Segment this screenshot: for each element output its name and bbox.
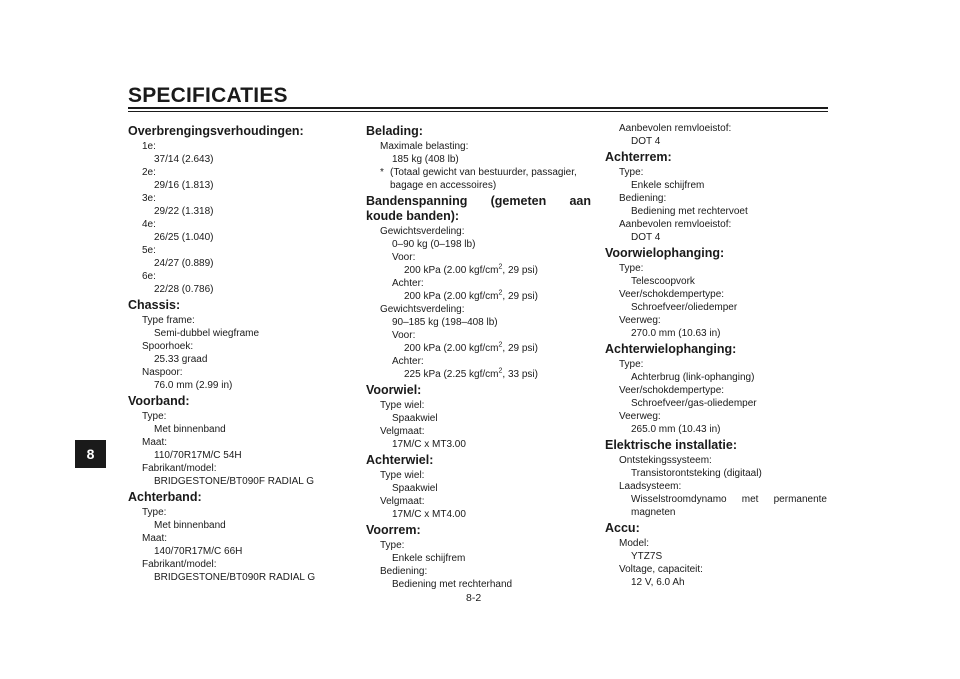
front-susp-type-value: Telescoopvork: [631, 276, 695, 287]
front-tire-maker-value: BRIDGESTONE/BT090F RADIAL G: [154, 476, 315, 487]
trail-value: 76.0 mm (2.99 in): [154, 380, 233, 391]
gear-label: 3e:: [142, 193, 156, 204]
front-suspension-heading: Voorwielophanging:: [605, 246, 725, 260]
pressure-sup: 2: [498, 341, 503, 349]
front-brake-type-value: Enkele schijfrem: [392, 553, 466, 564]
rear-brake-heading: Achterrem:: [605, 150, 672, 164]
front-susp-type-label: Type:: [619, 263, 644, 274]
rear-wheel-type-value: Spaakwiel: [392, 483, 438, 494]
column-3: [605, 122, 827, 589]
rear-wheel-rim-value: 17M/C x MT4.00: [392, 509, 466, 520]
gear-label: 4e:: [142, 219, 156, 230]
load1-front-pressure: [366, 264, 591, 277]
front-wheel-heading: Voorwiel:: [366, 383, 422, 397]
title-rule-thin: [128, 111, 828, 112]
front-tire-heading: Voorband:: [128, 394, 190, 408]
charging-label: Laadsysteem:: [619, 481, 682, 492]
gear-label: 5e:: [142, 245, 156, 256]
rear-tire-maker-value: BRIDGESTONE/BT090R RADIAL G: [154, 572, 316, 583]
rear-tire-type-label: Type:: [142, 507, 167, 518]
rear-wheel-heading: Achterwiel:: [366, 453, 434, 467]
load1-label: Gewichtsverdeling:: [380, 226, 465, 237]
gear-value: 37/14 (2.643): [154, 154, 214, 165]
battery-model-label: Model:: [619, 538, 650, 549]
load2-rear-label: Achter:: [392, 356, 424, 367]
gear-value: 24/27 (0.889): [154, 258, 214, 269]
rear-brake-fluid-label: Aanbevolen remvloeistof:: [619, 219, 732, 230]
rear-susp-spring-value: Schroefveer/gas-oliedemper: [631, 398, 757, 409]
rear-brake-op-label: Bediening:: [619, 193, 667, 204]
front-tire-type-value: Met binnenband: [154, 424, 226, 435]
note-asterisk: *: [380, 167, 384, 178]
rear-tire-type-value: Met binnenband: [154, 520, 226, 531]
load2-rear-pressure: [366, 368, 591, 381]
page-title: SPECIFICATIES: [128, 84, 288, 107]
loading-heading: Belading:: [366, 124, 423, 138]
gear-label: 1e:: [142, 141, 156, 152]
pressure-text: , 29 psi): [502, 291, 538, 302]
rear-brake-type-label: Type:: [619, 167, 644, 178]
gear-3: [128, 192, 338, 218]
pressure-text: , 29 psi): [502, 265, 538, 276]
load2-label: Gewichtsverdeling:: [380, 304, 465, 315]
front-wheel-type-label: Type wiel:: [380, 400, 425, 411]
gear-5: [128, 244, 338, 270]
rear-tire-size-label: Maat:: [142, 533, 168, 544]
rear-tire-maker-label: Fabrikant/model:: [142, 559, 217, 570]
pressure-sup: 2: [498, 289, 503, 297]
gear-4: [128, 218, 338, 244]
front-wheel-type-value: Spaakwiel: [392, 413, 438, 424]
ignition-label: Ontstekingssysteem:: [619, 455, 712, 466]
rear-susp-spring-label: Veer/schokdempertype:: [619, 385, 725, 396]
front-tire-size-label: Maat:: [142, 437, 168, 448]
rear-susp-type-value: Achterbrug (link-ophanging): [631, 372, 755, 383]
gear-value: 29/16 (1.813): [154, 180, 214, 191]
front-brake-op-label: Bediening:: [380, 566, 428, 577]
charging-value: Wisselstroomdynamo met permanente magneten: [631, 494, 827, 518]
rear-brake-type-value: Enkele schijfrem: [631, 180, 705, 191]
gear-value: 26/25 (1.040): [154, 232, 214, 243]
ignition-value: Transistorontsteking (digitaal): [631, 468, 762, 479]
gear-ratios-heading: Overbrengingsverhoudingen:: [128, 124, 304, 138]
battery-voltage-label: Voltage, capaciteit:: [619, 564, 703, 575]
rear-tire-heading: Achterband:: [128, 490, 202, 504]
load1-front-label: Voor:: [392, 252, 416, 263]
caster-value: 25.33 graad: [154, 354, 208, 365]
frame-label: Type frame:: [142, 315, 195, 326]
max-load-value: 185 kg (408 lb): [392, 154, 459, 165]
caster-label: Spoorhoek:: [142, 341, 194, 352]
tire-pressure-heading: Bandenspanning (gemeten aan koude banden):: [366, 194, 591, 223]
chassis-heading: Chassis:: [128, 298, 181, 312]
rear-suspension-heading: Achterwielophanging:: [605, 342, 737, 356]
gear-1: [128, 140, 338, 166]
front-brake-fluid-value: DOT 4: [631, 136, 661, 147]
gear-2: [128, 166, 338, 192]
column-1: [128, 122, 338, 584]
rear-wheel-type-label: Type wiel:: [380, 470, 425, 481]
title-rule-thick: [128, 107, 828, 109]
load1-value: 0–90 kg (0–198 lb): [392, 239, 476, 250]
front-brake-fluid-label: Aanbevolen remvloeistof:: [619, 123, 732, 134]
battery-voltage-value: 12 V, 6.0 Ah: [631, 577, 685, 588]
load-note: [366, 166, 591, 192]
front-brake-heading: Voorrem:: [366, 523, 421, 537]
rear-wheel-rim-label: Velgmaat:: [380, 496, 425, 507]
front-susp-spring-label: Veer/schokdempertype:: [619, 289, 725, 300]
rear-susp-type-label: Type:: [619, 359, 644, 370]
front-susp-travel-value: 270.0 mm (10.63 in): [631, 328, 721, 339]
max-load-label: Maximale belasting:: [380, 141, 469, 152]
page-number: 8-2: [466, 592, 482, 604]
column-2: [366, 122, 591, 591]
pressure-text: , 29 psi): [502, 343, 538, 354]
pressure-text: 200 kPa (2.00 kgf/cm: [404, 291, 499, 302]
front-wheel-rim-value: 17M/C x MT3.00: [392, 439, 466, 450]
gear-label: 6e:: [142, 271, 156, 282]
pressure-sup: 2: [498, 263, 503, 271]
pressure-text: 225 kPa (2.25 kgf/cm: [404, 369, 499, 380]
front-brake-type-label: Type:: [380, 540, 405, 551]
front-tire-size-value: 110/70R17M/C 54H: [154, 450, 242, 461]
electrical-heading: Elektrische installatie:: [605, 438, 738, 452]
frame-value: Semi-dubbel wiegframe: [154, 328, 260, 339]
gear-value: 29/22 (1.318): [154, 206, 214, 217]
rear-susp-travel-value: 265.0 mm (10.43 in): [631, 424, 721, 435]
gear-6: [128, 270, 338, 296]
front-wheel-rim-label: Velgmaat:: [380, 426, 425, 437]
load2-front-label: Voor:: [392, 330, 416, 341]
rear-tire-size-value: 140/70R17M/C 66H: [154, 546, 243, 557]
load1-rear-label: Achter:: [392, 278, 424, 289]
rear-susp-travel-label: Veerweg:: [619, 411, 661, 422]
pressure-text: 200 kPa (2.00 kgf/cm: [404, 265, 499, 276]
note-text: (Totaal gewicht van bestuurder, passagier, bagage en accessoires): [390, 167, 577, 191]
trail-label: Naspoor:: [142, 367, 183, 378]
battery-model-value: YTZ7S: [631, 551, 663, 562]
load1-rear-pressure: [366, 290, 591, 303]
battery-heading: Accu:: [605, 521, 640, 535]
front-tire-maker-label: Fabrikant/model:: [142, 463, 217, 474]
load2-front-pressure: [366, 342, 591, 355]
section-tab: 8: [75, 440, 106, 468]
load2-value: 90–185 kg (198–408 lb): [392, 317, 498, 328]
pressure-text: 200 kPa (2.00 kgf/cm: [404, 343, 499, 354]
front-tire-type-label: Type:: [142, 411, 167, 422]
pressure-sup: 2: [498, 367, 503, 375]
front-susp-spring-value: Schroefveer/oliedemper: [631, 302, 738, 313]
gear-label: 2e:: [142, 167, 156, 178]
front-brake-op-value: Bediening met rechterhand: [392, 579, 513, 590]
gear-value: 22/28 (0.786): [154, 284, 214, 295]
front-susp-travel-label: Veerweg:: [619, 315, 661, 326]
pressure-text: , 33 psi): [502, 369, 538, 380]
rear-brake-fluid-value: DOT 4: [631, 232, 661, 243]
rear-brake-op-value: Bediening met rechtervoet: [631, 206, 748, 217]
